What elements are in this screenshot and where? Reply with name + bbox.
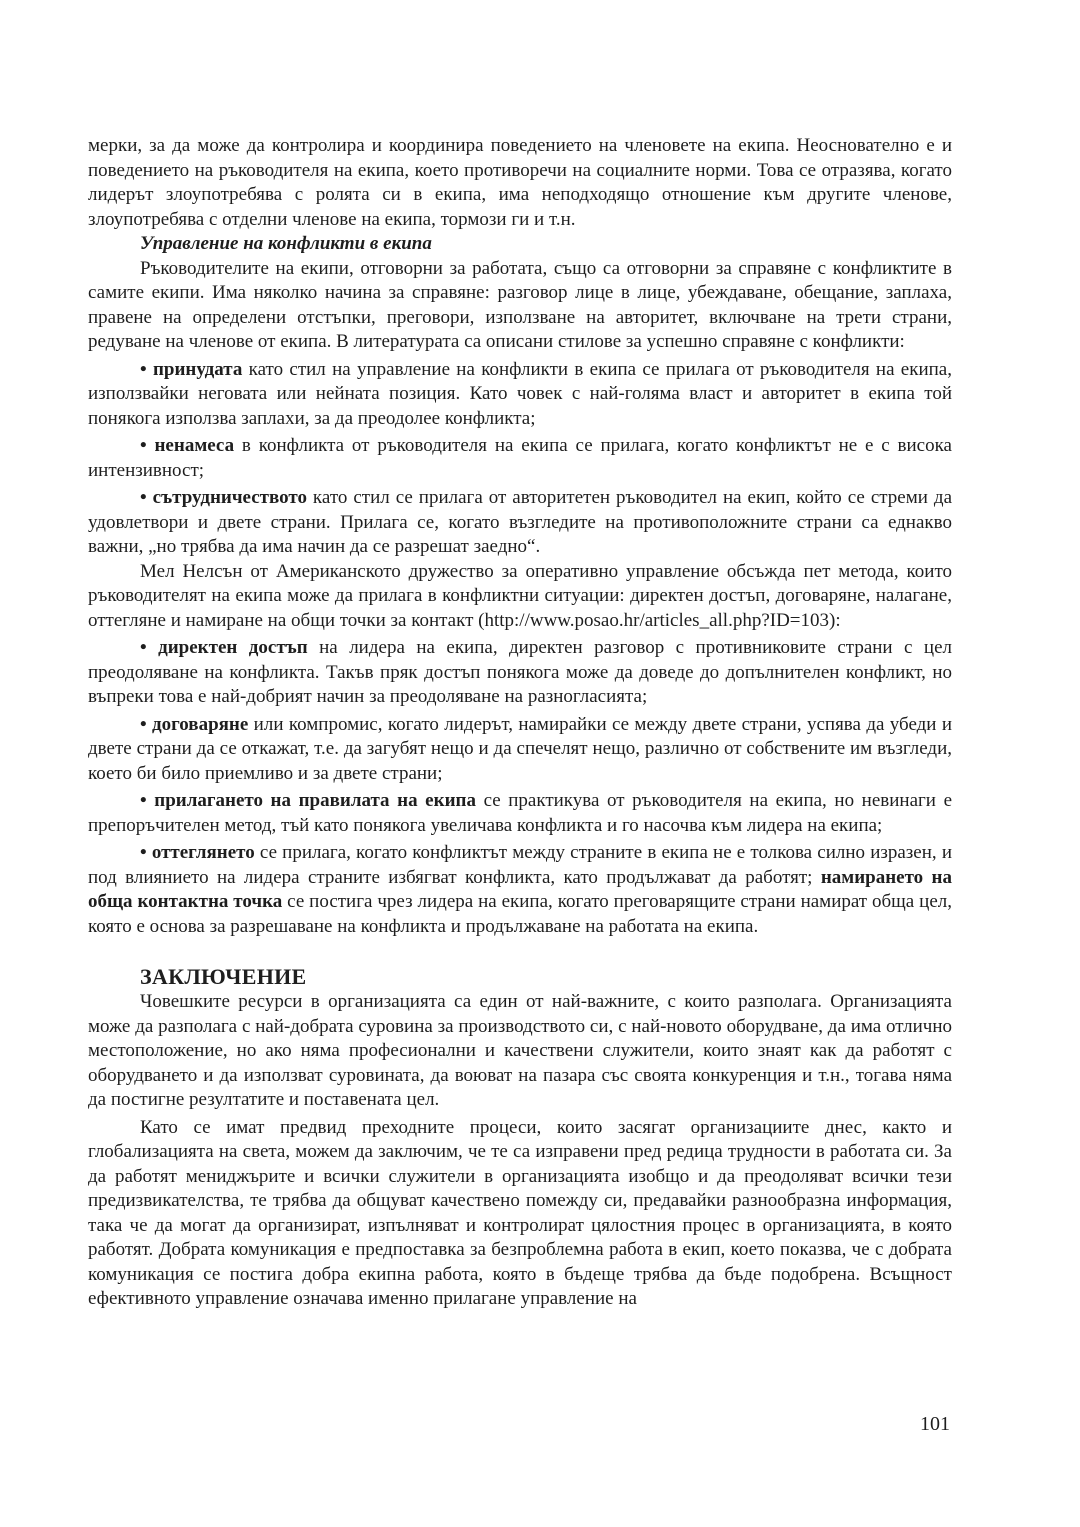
list-item-text: се практикува от ръководителя на екипа, но невинаги е препоръчителен метод, тъй като понякога увеличава конфликта и го насочва към лидера на екипа;: [88, 790, 952, 836]
conclusion-paragraph-1: Човешките ресурси в организацията са един от най-важните, с които разполага. Организацията може да разполага с най-добрата суровина за производството си, с най-новото оборудване, да има отлично местоположение, но ако няма професионални и качествени служители, които знаят как да работят с оборудването и да използват суровината, да воюват на пазара със своята конкуренция и т.н., тогава няма да постигне резултатите и поставената цел.: [88, 991, 952, 1110]
list-item-text: в конфликта от ръководителя на екипа се прилага, когато конфликтът не е с висока интензивност;: [88, 435, 952, 481]
paragraph-nelson: Мел Нелсън от Американското дружество за оперативно управление обсъжда пет метода, които ръководителят на екипа може да прилага в конфликтни ситуации: директен достъп, договаряне, налагане, оттегляне и намиране на общи точки за контакт (http://www.posao.hr/articles_all.php?ID=103):: [88, 560, 952, 631]
list-item-term-common-point: намирането на обща контактна точка: [88, 866, 952, 912]
paragraph-managers: Ръководителите на екипи, отговорни за работата, също са отговорни за справяне с конфликтите в самите екипи. Има няколко начина за справяне: разговор лице в лице, убеждаване, обещание, заплаха, правене на определени отстъпки, преговори, използване на авторитет, включване на трети страни, редуване на членове от екипа. В литературата са описани стилове за успешно справяне с конфликти:: [88, 257, 952, 352]
list-item-direct-access: [88, 636, 952, 710]
list-item-withdrawal: [88, 841, 952, 939]
list-item-cooperation: [88, 486, 952, 560]
list-item-term: • прилагането на правилата на екипа: [140, 790, 476, 811]
subheading-conflict-management: Управление на конфликти в екипа: [140, 233, 432, 254]
list-item-term: • принудата: [140, 358, 243, 380]
list-item-text: като стил се прилага от авторитетен ръководител на екип, който се стреми да удовлетвори и двете страни. Прилага се, когато възгледите на противоположните страни са еднакво важни, „но трябва да има начин да се разрешат заедно“.: [88, 487, 953, 557]
list-item-text: или компромис, когато лидерът, намирайки се между двете страни, успява да убеди и двете страни да се откажат, т.е. да загубят нещо и да спечелят нещо, различно от собствените им възгледи, което би било приемливо и за двете страни;: [88, 713, 953, 784]
list-item-text: се постига чрез лидера на екипа, когато преговарящите страни намират обща цел, която е основа за разрешаване на конфликта и продължаване на работата на екипа.: [88, 891, 952, 937]
list-item-term: • ненамеса: [140, 435, 235, 456]
intro-paragraph: мерки, за да може да контролира и координира поведението на членовете на екипа. Неоснователно е и поведението на ръководителя на екипа, което противоречи на социалните норми. Това се отразява, когато лидерът злоупотребява с ролята си в екипа, има неподходящо отношение към другите членове, злоупотребява с отделни членове на екипа, тормози ги и т.н.: [88, 135, 952, 230]
list-item-negotiation: [88, 713, 952, 787]
list-item-coercion: [88, 358, 952, 432]
conclusion-paragraph-2: Като се имат предвид преходните процеси, които засягат организациите днес, както и глобализацията на света, можем да заключим, че те са изправени пред редица трудности в работата си. За да работят мениджърите и всички служители в организацията изобщо и да преодоляват всички тези предизвикателства, те трябва да общуват качествено помежду си, предавайки разнообразна информация, така че да могат да организират, изпълняват и контролират цялостния процес в организацията, в която работят. Добрата комуникация е предпоставка за безпроблемна работа в екип, което показва, че с добрата комуникация се постига добра екипна работа, която в бъдеще трябва да бъде подобрена. Всъщност ефективното управление означава именно прилагане управление на: [88, 1116, 952, 1309]
list-item-text: като стил на управление на конфликти в екипа се прилага от ръководителя на екипа, използвайки неговата или нейната позиция. Като човек с най-голяма власт и авторитет в екипа той понякога използва заплахи, за да преодолее конфликта;: [88, 358, 952, 429]
list-item-term: • сътрудничеството: [140, 487, 307, 508]
list-item-non-interference: [88, 434, 952, 483]
list-item-text: се прилага, когато конфликтът между страните в екипа не е толкова силно изразен, и под влиянието на лидера страните избягват конфликта, като продължават да работят;: [88, 842, 952, 888]
list-item-term: • оттеглянето: [140, 842, 255, 863]
document-body: [88, 134, 952, 1312]
list-item-text: на лидера на екипа, директен разговор с противниковите страни с цел преодоляване на конфликта. Такъв пряк достъп понякога може да доведе до допълнителен конфликт, но въпреки това е най-добрият начин за преодоляване на разногласията;: [88, 637, 953, 707]
conclusion-heading: ЗАКЛЮЧЕНИЕ: [140, 964, 307, 989]
list-item-term: • договаряне: [140, 713, 249, 735]
list-item-term: • директен достъп: [140, 637, 308, 658]
page-number: 101: [920, 1413, 950, 1435]
list-item-team-rules: [88, 789, 952, 838]
